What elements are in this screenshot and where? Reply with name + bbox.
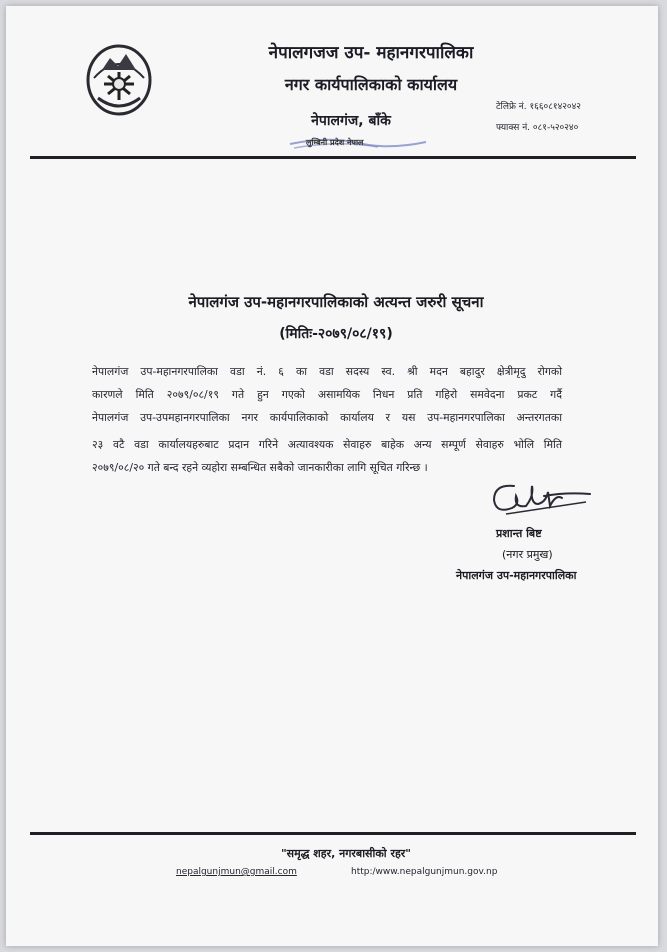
province-label: लुम्बिनी प्रदेश नेपाल [306, 138, 364, 147]
notice-title: नेपालगंज उप-महानगरपालिकाको अत्यन्त जरुरी सूचना [188, 293, 484, 311]
letter-page [6, 6, 658, 946]
fax-number: फ्याक्स नं. ०८१-५२०२४० [496, 123, 579, 133]
footer-divider [30, 832, 636, 835]
footer-website: http:/www.nepalgunjmun.gov.np [351, 867, 498, 877]
handwritten-signature [486, 474, 596, 524]
nepal-emblem-icon [84, 40, 154, 120]
notice-body-line: २०७९/०८/२० गते बन्द रहने व्यहोरा सम्बन्धित सबैको जानकारीका लागि सूचित गरिन्छ । [92, 461, 428, 474]
notice-body-line: नेपालगंज उप-महानगरपालिका वडा नं. ६ का वडा सदस्य स्व. श्री मदन बहादुर क्षेत्रीमृदु रोगको [92, 365, 562, 378]
notice-body-line: नेपालगंज उप-उपमहानगरपालिका नगर कार्यपालिकाको कार्यालय र यस उप-महानगरपालिका अन्तरगतका [92, 411, 562, 424]
signatory-role: (नगर प्रमुख) [502, 548, 553, 561]
letterhead-location: नेपालगंज, बाँके [311, 113, 391, 129]
signatory-name: प्रशान्त बिष्ट [496, 527, 542, 540]
letterhead-office: नगर कार्यपालिकाको कार्यालय [284, 75, 458, 94]
notice-body-line: कारणले मिति २०७९/०८/१९ गते हुन गएको असामयिक निधन प्रति गहिरो समवेदना प्रकट गर्दै [92, 388, 562, 401]
header-divider [30, 156, 636, 159]
footer-motto: "समृद्ध शहर, नगरबासीको रहर" [280, 847, 412, 860]
footer-email: nepalgunjmun@gmail.com [176, 867, 297, 877]
notice-body-line: २३ वटै वडा कार्यालयहरुबाट प्रदान गरिने अत्यावश्यक सेवाहरु बाहेक अन्य सम्पूर्ण सेवाहरु भोलि मिति [92, 438, 562, 451]
notice-date: (मितिः-२०७९/०८/१९) [279, 326, 393, 342]
telephone-number: टेलिफ्रे नं. १६६०८१४२०४२ [496, 102, 581, 112]
letterhead-title: नेपालगजज उप- महानगरपालिका [268, 43, 474, 63]
signatory-organization: नेपालगंज उप-महानगरपालिका [456, 569, 577, 582]
